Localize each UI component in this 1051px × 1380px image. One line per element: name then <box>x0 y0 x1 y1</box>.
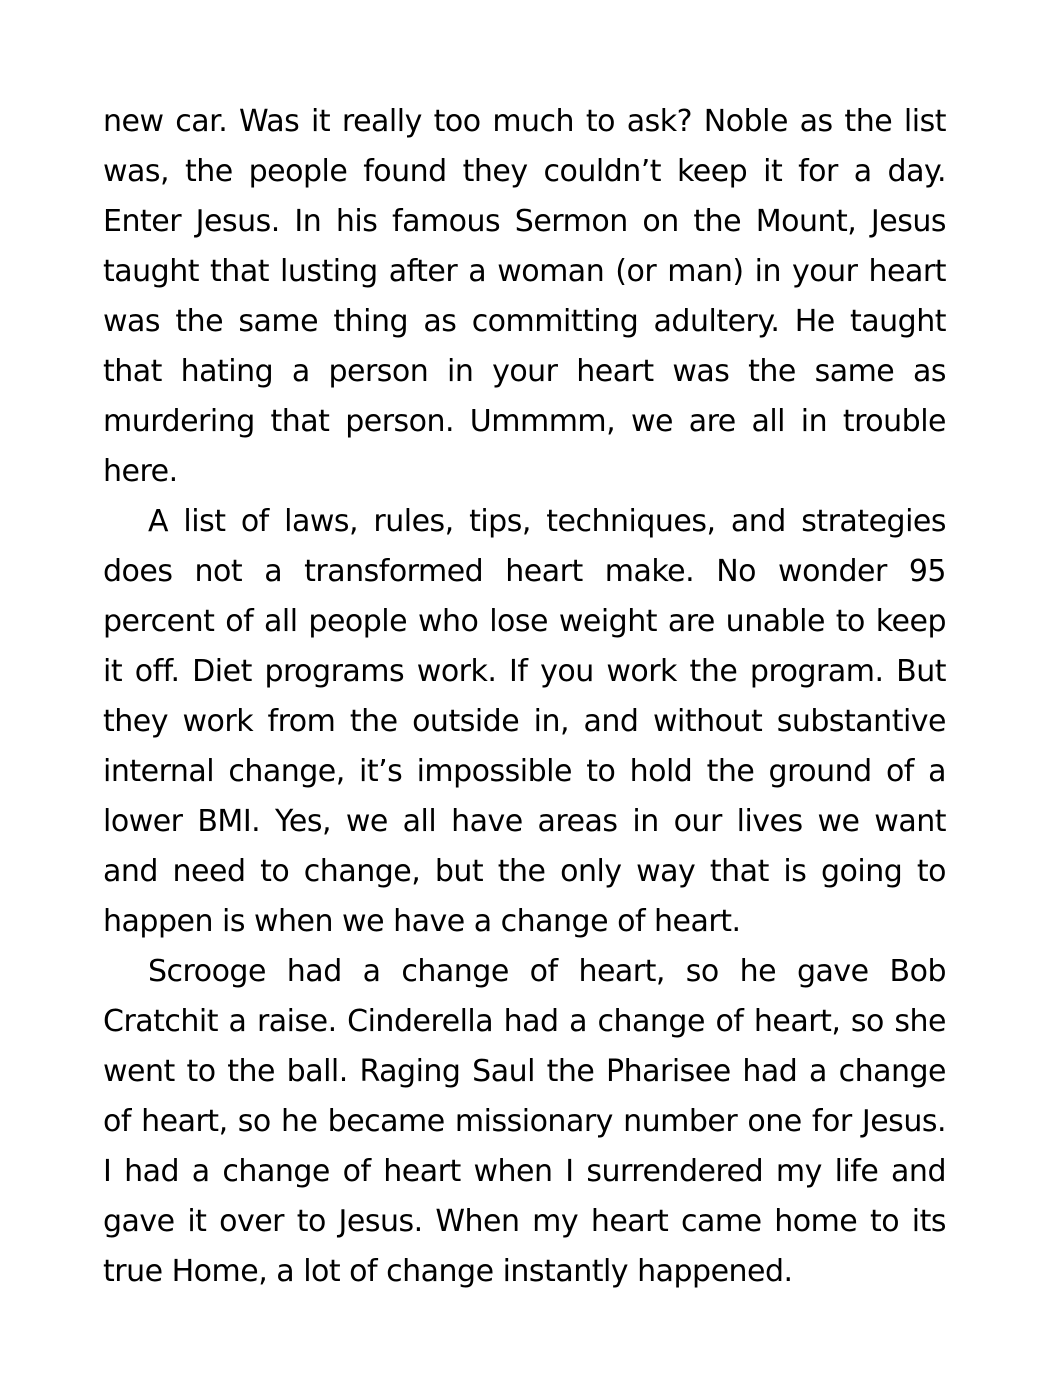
document-page <box>103 97 946 1297</box>
paragraph-1: new car. Was it really too much to ask? Noble as the list was, the people found they couldn’t keep it for a day. Enter Jesus. In his famous Sermon on the Mount, Jesus taught that lusting after a woman (or man) in your heart was the same thing as committing adultery. He taught that hating a person in your heart was the same as murdering that person. Ummmm, we are all in trouble here. <box>103 104 946 489</box>
paragraph-3: Scrooge had a change of heart, so he gave Bob Cratchit a raise. Cinderella had a change of heart, so she went to the ball. Raging Saul the Pharisee had a change of heart, so he became missionary number one for Jesus. I had a change of heart when I surrendered my life and gave it over to Jesus. When my heart came home to its true Home, a lot of change instantly happened. <box>103 954 946 1289</box>
paragraph-2: A list of laws, rules, tips, techniques, and strategies does not a transformed heart make. No wonder 95 percent of all people who lose weight are unable to keep it off. Diet programs work. If you work the program. But they work from the outside in, and without substantive internal change, it’s impossible to hold the ground of a lower BMI. Yes, we all have areas in our lives we want and need to change, but the only way that is going to happen is when we have a change of heart. <box>103 504 946 939</box>
